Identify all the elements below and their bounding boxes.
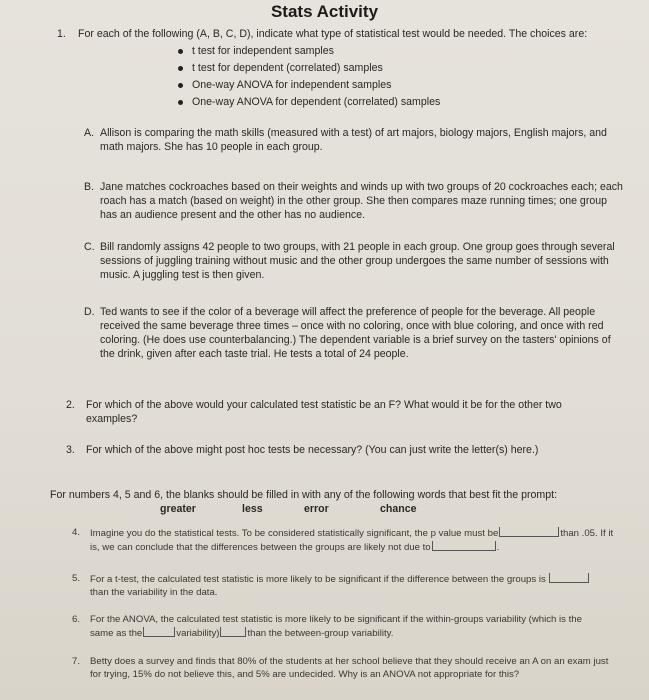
- q4-blank-2[interactable]: [432, 541, 496, 551]
- q7-number: 7.: [72, 656, 81, 667]
- scenario-text: Allison is comparing the math skills (measured with a test) of art majors, biology majors, English majors, and math majors. She has 10 people in each group.: [100, 127, 607, 153]
- scenario-d: [84, 305, 624, 361]
- scenario-text: Bill randomly assigns 42 people to two groups, with 21 people in each group. One group goes through several sessions of juggling training without music and the other group undergoes the same number of sessions with music. A juggling test is then given.: [100, 241, 615, 281]
- q5-blank-1[interactable]: [549, 573, 589, 583]
- scenario-text: Jane matches cockroaches based on their weights and winds up with two groups of 20 cockroaches each; each roach has a match (based on weight) in the other group. She then compares maze running times; one group has an audience present and the other has no audience.: [100, 181, 623, 221]
- q2-number: 2.: [66, 399, 75, 411]
- page-title: Stats Activity: [270, 2, 379, 21]
- q6-part3: than the between-group variability.: [247, 627, 394, 639]
- blanks-instructions: For numbers 4, 5 and 6, the blanks should be filled in with any of the following words that best fit the prompt:: [50, 489, 558, 501]
- choice-item: t test for dependent (correlated) samples: [178, 60, 440, 77]
- q5-number: 5.: [72, 573, 81, 584]
- word-bank-item: less: [242, 503, 263, 515]
- scenario-letter: D.: [84, 306, 95, 318]
- word-bank-item: chance: [380, 503, 417, 515]
- q4-part4: .: [496, 541, 500, 553]
- q4-part3: .05. If it is, we can conclude that the differences between the groups are likely not due to: [90, 528, 614, 553]
- q4-part1: Imagine you do the statistical tests. To be considered statistically significant, the p value must be: [90, 528, 499, 539]
- scenario-b: [84, 180, 624, 222]
- scenario-text: Ted wants to see if the color of a beverage will affect the preference of people for the beverage. All people received the same beverage three times – once with no coloring, once with blue coloring, and once with red coloring. (He does use counterbalancing.) The dependent variable is a brief survey on the tasters' opinions of the drink, given after each taste trial. He tests a total of 24 people.: [100, 306, 611, 360]
- q6-part1: For the ANOVA, the calculated test statistic is more likely to be significant if the within-groups variability (which is the same as the: [90, 614, 582, 639]
- word-bank-item: greater: [160, 503, 196, 515]
- q1-number: 1.: [57, 28, 66, 40]
- q4-blank-1[interactable]: [499, 527, 559, 537]
- q5-text: [90, 573, 595, 599]
- q3-text: For which of the above might post hoc tests be necessary? (You can just write the letter(s) here.): [86, 444, 539, 456]
- q7-text: Betty does a survey and finds that 80% of the students at her school believe that they should receive an A on an exam just for trying, 15% do not believe this, and 5% are undecided. Why is an ANOVA not appropriate for this?: [90, 656, 609, 680]
- q6-blank-1[interactable]: [143, 627, 175, 637]
- q5-part2: than the variability in the data.: [90, 586, 218, 598]
- choice-item: One-way ANOVA for independent samples: [178, 77, 440, 94]
- q3-number: 3.: [66, 444, 75, 456]
- scenario-c: [84, 240, 624, 282]
- q6-text: [90, 614, 600, 640]
- scenario-letter: C.: [84, 241, 95, 253]
- choice-item: One-way ANOVA for dependent (correlated) samples: [178, 94, 440, 111]
- scenario-letter: B.: [84, 181, 95, 193]
- q6-part2: variability): [176, 627, 220, 639]
- scenario-a: [84, 126, 624, 154]
- scenario-letter: A.: [84, 127, 95, 139]
- q4-text: [90, 527, 615, 554]
- test-choices-list: [178, 43, 440, 111]
- q2-text: For which of the above would your calculated test statistic be an F? What would it be for the other two examples?: [86, 399, 562, 425]
- choice-item: t test for independent samples: [178, 43, 440, 60]
- q6-number: 6.: [72, 614, 81, 625]
- q6-blank-2[interactable]: [220, 627, 246, 637]
- word-bank-item: error: [304, 503, 329, 515]
- q5-part1: For a t-test, the calculated test statistic is more likely to be significant if the difference between the groups is: [90, 574, 546, 585]
- q1-prompt: For each of the following (A, B, C, D), indicate what type of statistical test would be needed. The choices are:: [78, 28, 588, 40]
- q4-number: 4.: [72, 527, 81, 538]
- q4-part2: than: [560, 528, 579, 539]
- word-bank: [0, 502, 649, 516]
